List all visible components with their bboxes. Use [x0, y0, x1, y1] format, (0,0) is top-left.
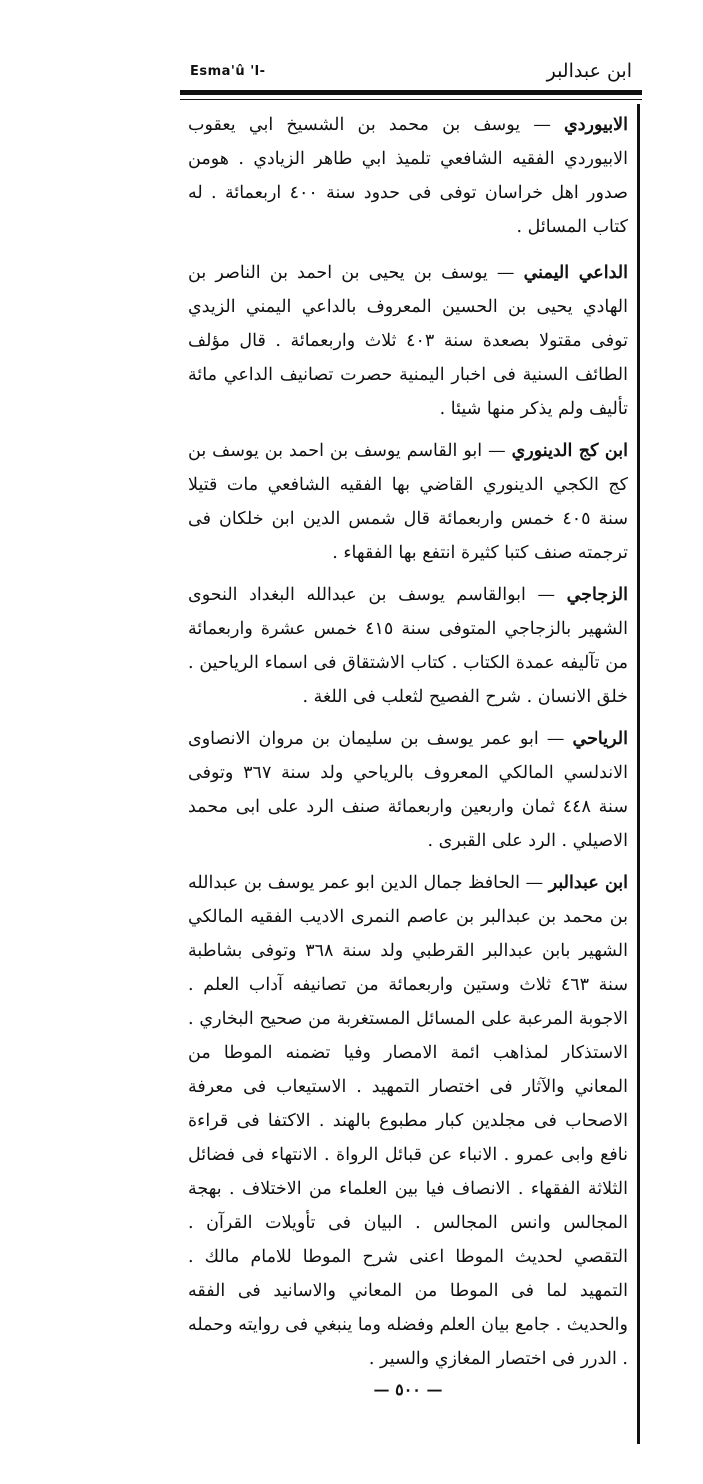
entry-zajjaji	[188, 578, 628, 714]
entry-body: — الحافظ جمال الدين ابو عمر يوسف بن عبدالله بن محمد بن عبدالبر بن عاصم النمرى الاديب الفقيه المالكي الشهير بابن عبدالبر القرطبي ولد سنة ٣٦٨ وتوفى بشاطبة سنة ٤٦٣ ثلاث وستين واربعمائة من تصانيفه آداب العلم . الاجوبة المرعبة على المسائل المستغربة من صحيح البخاري . الاستذكار لمذاهب ائمة الامصار وفيا تضمنه الموطا من المعاني والآثار فى اختصار التمهيد . الاستيعاب فى معرفة الاصحاب فى مجلدين كبار مطبوع بالهند . الاكتفا فى قراءة نافع وابى عمرو . الانباء عن قبائل الرواة . الانتهاء فى فضائل الثلاثة الفقهاء . الانصاف فيا بين العلماء من الاختلاف . بهجة المجالس وانس المجالس . البيان فى تأويلات القرآن . التقصي لحديث الموطا اعنى شرح الموطا للامام مالك . التمهيد لما فى الموطا من المعاني والاسانيد فى الفقه والحديث . جامع بيان العلم وفضله وما ينبغي فى روايته وحمله . الدرر فى اختصار المغازي والسير .	[188, 873, 629, 1369]
entry-body: — ابوالقاسم يوسف بن عبدالله البغداد النحوى الشهير بالزجاجي المتوفى سنة ٤١٥ خمس عشرة واربعمائة من تآليفه عمدة الكتاب . كتاب الاشتقاق فى اسماء الرياحين . خلق الانسان . شرح الفصيح لثعلب فى اللغة .	[188, 585, 629, 707]
entry-ibn-kajj	[188, 434, 628, 570]
entry-title: ابن عبدالبر	[548, 873, 628, 893]
page-number: — ٥٠٠ —	[373, 1380, 443, 1399]
entry-body: — يوسف بن يحيى بن احمد بن الناصر بن الهادي يحيى بن الحسين المعروف بالداعي اليمني الزيدي توفى مقتولا بصعدة سنة ٤٠٣ ثلاث واربعمائة . قال مؤلف الطائف السنية فى اخبار اليمنية حصرت تصانيف الداعي مائة تأليف ولم يذكر منها شيئا .	[188, 263, 629, 419]
entry-dai-yamani	[188, 256, 628, 426]
header-transliteration: Esma'û 'l-	[190, 64, 266, 79]
entry-title: الابيوردي	[564, 115, 628, 135]
entry-title: ابن كج الدينوري	[511, 441, 628, 461]
entry-body: — ابو القاسم يوسف بن احمد بن يوسف بن كج الكجي الدينوري القاضي بها الفقيه الشافعي مات قتيلا سنة ٤٠٥ خمس واربعمائة قال شمس الدين ابن خلكان فى ترجمته صنف كتبا كثيرة انتفع بها الفقهاء .	[188, 441, 628, 563]
text-column	[188, 108, 628, 1384]
header-entry-name: ابن عبدالبر	[546, 60, 632, 82]
entry-riyahi	[188, 722, 628, 858]
entry-title: الرياحي	[572, 729, 628, 749]
running-header	[186, 56, 640, 90]
entry-body: — يوسف بن محمد بن الشسيخ ابي يعقوب الابيوردي الفقيه الشافعي تلميذ ابي طاهر الزيادي . هومن صدور اهل خراسان توفى فى حدود سنة ٤٠٠ اربعمائة . له كتاب المسائل .	[188, 115, 628, 237]
entry-ibn-abd-al-barr	[188, 866, 628, 1376]
entry-body: — ابو عمر يوسف بن سليمان بن مروان الانصاوى الاندلسي المالكي المعروف بالرياحي ولد سنة ٣٦٧ وتوفى سنة ٤٤٨ ثمان واربعين واربعمائة صنف الرد على ابى محمد الاصيلي . الرد على القبرى .	[188, 729, 628, 851]
header-rule-thin	[180, 99, 642, 100]
column-rule	[637, 104, 640, 1444]
header-rule-thick	[180, 90, 642, 95]
entry-title: الداعي اليمني	[523, 263, 628, 283]
entry-title: الزجاجي	[566, 585, 628, 605]
entry-abiwardi	[188, 108, 628, 244]
